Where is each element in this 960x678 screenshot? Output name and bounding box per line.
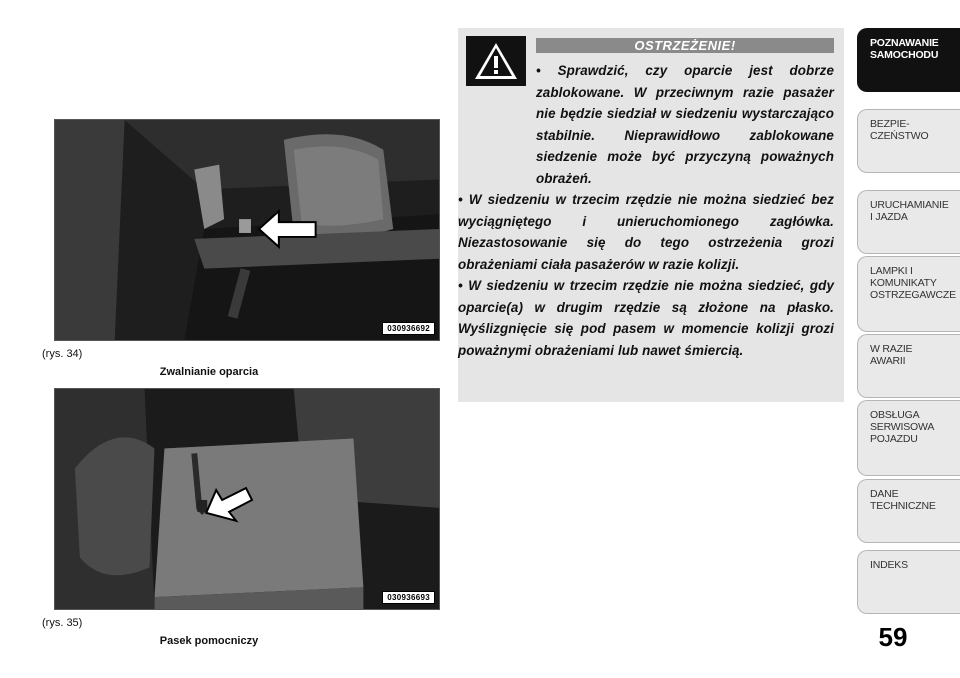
tab-label-line: SAMOCHODU bbox=[870, 49, 939, 61]
warning-text bbox=[458, 60, 840, 361]
assist-strap-illustration bbox=[55, 389, 439, 609]
tab-w-razie-awarii[interactable] bbox=[857, 334, 960, 398]
figure-35-photo bbox=[54, 388, 440, 610]
warning-paragraph-1: • Sprawdzić, czy oparcie jest dobrze zablokowane. W przeciwnym razie pasażer nie będzie siedział w siedzeniu wystarczająco stabilnie. Nieprawidłowo zablokowane siedzenie może być przyczyną poważnych obrażeń. bbox=[536, 63, 834, 186]
tab-label-line: CZEŃSTWO bbox=[870, 130, 929, 142]
tab-uruchamianie-i-jazda[interactable] bbox=[857, 190, 960, 254]
figure-34-caption: Zwalnianie oparcia bbox=[159, 366, 259, 378]
tab-label-line: OBSŁUGA bbox=[870, 409, 920, 421]
tab-label-line: KOMUNIKATY bbox=[870, 277, 937, 289]
tab-label-line: OSTRZEGAWCZE bbox=[870, 289, 956, 301]
tab-label-line: INDEKS bbox=[870, 559, 908, 571]
tab-label-line: POJAZDU bbox=[870, 433, 918, 445]
tab-lampki-i-komunikaty[interactable] bbox=[857, 256, 960, 332]
page-number: 59 bbox=[878, 622, 908, 652]
tab-dane-techniczne[interactable] bbox=[857, 479, 960, 543]
figure-34-number: (rys. 34) bbox=[42, 348, 83, 360]
tab-label-line: W RAZIE bbox=[870, 343, 913, 355]
warning-paragraph-3: • W siedzeniu w trzecim rzędzie nie można siedzieć, gdy oparcie(a) w drugim rzędzie są złożone na płasko. Wyślizgnięcie się pod pasem w momencie kolizji grozi poważnymi obrażeniami lub nawet śmiercią. bbox=[458, 278, 834, 358]
tab-indeks[interactable] bbox=[857, 550, 960, 614]
warning-paragraph-2: • W siedzeniu w trzecim rzędzie nie można siedzieć bez wyciągniętego i unieruchomionego zagłówka. Niezastosowanie się do tego ostrzeżenia grozi obrażeniami ciała pasażerów w razie kolizji. bbox=[458, 192, 834, 272]
tab-obsluga-serwisowa[interactable] bbox=[857, 400, 960, 476]
tab-label-line: I JAZDA bbox=[870, 211, 908, 223]
figure-35-number: (rys. 35) bbox=[42, 617, 83, 629]
tab-label-line: LAMPKI I bbox=[870, 265, 913, 277]
tab-label-line: TECHNICZNE bbox=[870, 500, 936, 512]
tab-poznawanie-samochodu[interactable] bbox=[857, 28, 960, 92]
figure-35-caption: Pasek pomocniczy bbox=[159, 635, 259, 647]
seat-release-illustration bbox=[55, 120, 439, 340]
tab-label-line: AWARII bbox=[870, 355, 906, 367]
tab-label-line: SERWISOWA bbox=[870, 421, 935, 433]
tab-label-line: URUCHAMIANIE bbox=[870, 199, 949, 211]
figure-34-code: 030936692 bbox=[382, 322, 435, 335]
tab-label-line: BEZPIE- bbox=[870, 118, 910, 130]
warning-title: OSTRZEŻENIE! bbox=[536, 38, 834, 53]
tab-bezpieczenstwo[interactable] bbox=[857, 109, 960, 173]
warning-box bbox=[458, 28, 844, 402]
tab-label-line: DANE bbox=[870, 488, 899, 500]
tab-label-line: POZNAWANIE bbox=[870, 37, 939, 49]
figure-34-photo bbox=[54, 119, 440, 341]
figure-35-code: 030936693 bbox=[382, 591, 435, 604]
